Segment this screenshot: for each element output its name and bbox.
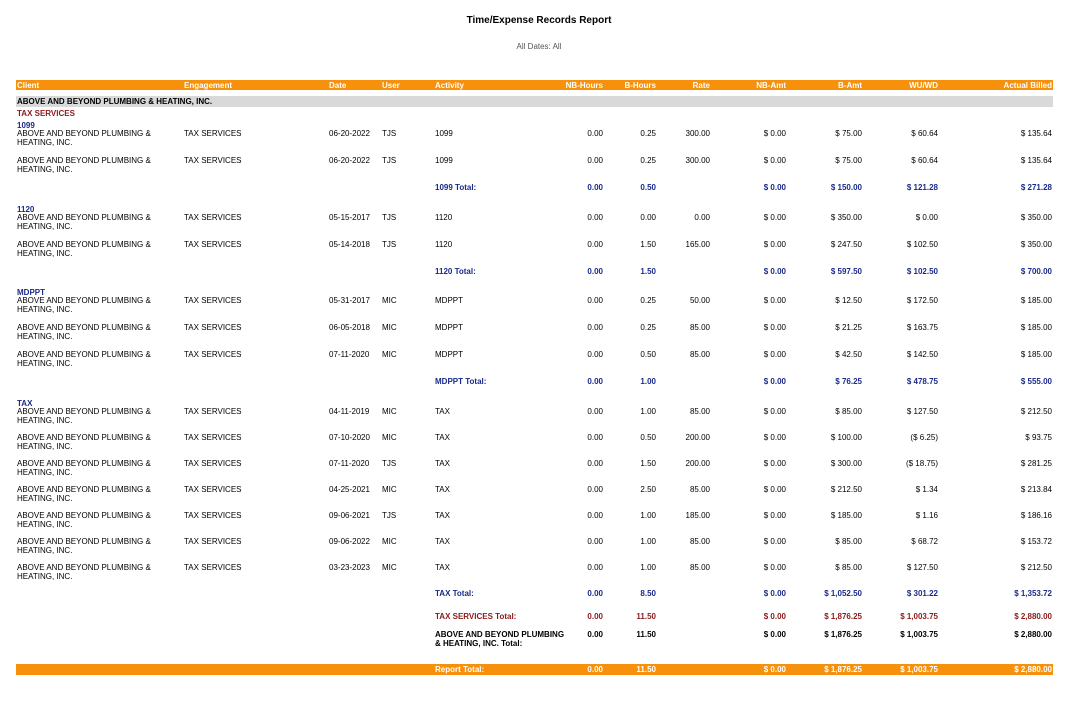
row-activity: 1120	[435, 213, 453, 222]
row-actual: $ 153.72	[1020, 537, 1052, 546]
group-total-wuwd: $ 121.28	[906, 183, 938, 192]
report-total-row	[16, 664, 1053, 675]
row-b-hours: 2.50	[640, 485, 656, 494]
row-nb-amt: $ 0.00	[763, 156, 786, 165]
report-title: Time/Expense Records Report	[466, 15, 612, 26]
group-total-actual: $ 1,353.72	[1014, 589, 1052, 598]
group-total-nb-hours: 0.00	[587, 377, 603, 386]
row-actual: $ 186.16	[1020, 511, 1052, 520]
row-wuwd: $ 172.50	[906, 296, 938, 305]
col-client: Client	[17, 81, 40, 90]
row-actual: $ 212.50	[1020, 563, 1052, 572]
group-total-b-amt: $ 150.00	[830, 183, 862, 192]
engagement-label: TAX SERVICES	[17, 109, 75, 118]
row-user: MIC	[382, 407, 397, 416]
table-row	[16, 350, 1053, 370]
row-rate: 185.00	[685, 511, 710, 520]
row-client: ABOVE AND BEYOND PLUMBING & HEATING, INC.	[17, 511, 151, 529]
row-actual: $ 135.64	[1020, 156, 1052, 165]
col-date: Date	[329, 81, 347, 90]
row-rate: 85.00	[689, 485, 710, 494]
row-actual: $ 350.00	[1020, 213, 1052, 222]
group-total-wuwd: $ 478.75	[906, 377, 938, 386]
row-b-amt: $ 300.00	[830, 459, 862, 468]
row-nb-hours: 0.00	[587, 459, 603, 468]
row-nb-hours: 0.00	[587, 296, 603, 305]
table-row	[16, 156, 1053, 176]
group-total-b-hours: 8.50	[640, 589, 656, 598]
row-wuwd: $ 1.16	[915, 511, 938, 520]
row-nb-hours: 0.00	[587, 563, 603, 572]
group-total-b-hours: 1.50	[640, 267, 656, 276]
row-client: ABOVE AND BEYOND PLUMBING & HEATING, INC.	[17, 563, 151, 581]
group-total-nb-amt: $ 0.00	[763, 267, 786, 276]
row-b-hours: 1.50	[640, 459, 656, 468]
row-nb-amt: $ 0.00	[763, 407, 786, 416]
row-nb-amt: $ 0.00	[763, 350, 786, 359]
row-client: ABOVE AND BEYOND PLUMBING & HEATING, INC.	[17, 433, 151, 451]
row-date: 05-14-2018	[329, 240, 370, 249]
row-engagement: TAX SERVICES	[184, 350, 242, 359]
col-user: User	[382, 81, 400, 90]
client-band	[16, 96, 1053, 107]
report-total-wuwd: $ 1,003.75	[900, 665, 938, 674]
row-wuwd: $ 1.34	[915, 485, 938, 494]
group-label: 1099	[17, 121, 35, 130]
row-activity: 1099	[435, 129, 453, 138]
group-total-label: MDPPT Total:	[435, 377, 487, 386]
row-user: MIC	[382, 350, 397, 359]
col-rate: Rate	[692, 81, 710, 90]
row-client: ABOVE AND BEYOND PLUMBING & HEATING, INC.	[17, 459, 151, 477]
row-b-hours: 1.00	[640, 511, 656, 520]
table-row	[16, 213, 1053, 233]
row-b-hours: 1.00	[640, 563, 656, 572]
row-user: MIC	[382, 537, 397, 546]
engagement-total-row	[16, 612, 1053, 624]
total-wuwd: $ 1,003.75	[900, 630, 938, 639]
table-row	[16, 240, 1053, 260]
col-b-amt: B-Amt	[838, 81, 862, 90]
total-nb-hours: 0.00	[587, 630, 603, 639]
row-nb-hours: 0.00	[587, 156, 603, 165]
row-date: 07-11-2020	[329, 350, 370, 359]
row-actual: $ 281.25	[1020, 459, 1052, 468]
row-nb-hours: 0.00	[587, 240, 603, 249]
row-date: 06-20-2022	[329, 129, 370, 138]
row-activity: TAX	[435, 563, 450, 572]
row-wuwd: $ 60.64	[911, 129, 938, 138]
row-b-hours: 0.00	[640, 213, 656, 222]
group-total-nb-hours: 0.00	[587, 267, 603, 276]
group-label: 1120	[17, 205, 35, 214]
table-row	[16, 433, 1053, 453]
row-nb-amt: $ 0.00	[763, 129, 786, 138]
row-b-amt: $ 75.00	[835, 129, 862, 138]
row-nb-amt: $ 0.00	[763, 323, 786, 332]
row-user: TJS	[382, 156, 397, 165]
row-rate: 85.00	[689, 350, 710, 359]
engagement-heading	[16, 109, 1053, 121]
row-b-hours: 1.50	[640, 240, 656, 249]
row-b-amt: $ 212.50	[830, 485, 862, 494]
row-b-amt: $ 85.00	[835, 407, 862, 416]
row-b-amt: $ 75.00	[835, 156, 862, 165]
report-subtitle: All Dates: All	[516, 42, 562, 51]
column-header-row	[16, 80, 1053, 90]
row-client: ABOVE AND BEYOND PLUMBING & HEATING, INC.	[17, 213, 151, 231]
row-rate: 0.00	[694, 213, 710, 222]
row-b-amt: $ 100.00	[830, 433, 862, 442]
group-total-row	[16, 267, 1053, 279]
total-b-hours: 11.50	[636, 630, 656, 639]
table-row	[16, 129, 1053, 149]
row-b-hours: 0.25	[640, 156, 656, 165]
row-actual: $ 185.00	[1020, 323, 1052, 332]
row-activity: TAX	[435, 407, 450, 416]
row-user: MIC	[382, 296, 397, 305]
row-user: MIC	[382, 563, 397, 572]
table-row	[16, 563, 1053, 583]
table-row	[16, 537, 1053, 557]
row-engagement: TAX SERVICES	[184, 296, 242, 305]
row-nb-hours: 0.00	[587, 350, 603, 359]
row-activity: TAX	[435, 459, 450, 468]
row-rate: 165.00	[685, 240, 710, 249]
row-actual: $ 212.50	[1020, 407, 1052, 416]
row-actual: $ 213.84	[1020, 485, 1052, 494]
total-label: TAX SERVICES Total:	[435, 612, 517, 621]
row-user: MIC	[382, 485, 397, 494]
total-b-hours: 11.50	[636, 612, 656, 621]
row-rate: 300.00	[685, 129, 710, 138]
col-engagement: Engagement	[184, 81, 233, 90]
row-client: ABOVE AND BEYOND PLUMBING & HEATING, INC.	[17, 350, 151, 368]
group-total-b-amt: $ 597.50	[830, 267, 862, 276]
total-actual: $ 2,880.00	[1014, 630, 1052, 639]
row-nb-amt: $ 0.00	[763, 485, 786, 494]
row-b-amt: $ 350.00	[830, 213, 862, 222]
table-row	[16, 459, 1053, 479]
row-date: 04-25-2021	[329, 485, 370, 494]
table-row	[16, 511, 1053, 531]
total-nb-amt: $ 0.00	[763, 612, 786, 621]
row-b-hours: 0.50	[640, 433, 656, 442]
row-client: ABOVE AND BEYOND PLUMBING & HEATING, INC.	[17, 485, 151, 503]
row-nb-hours: 0.00	[587, 433, 603, 442]
row-b-hours: 0.50	[640, 350, 656, 359]
row-wuwd: $ 142.50	[906, 350, 938, 359]
group-total-actual: $ 700.00	[1020, 267, 1052, 276]
group-total-actual: $ 271.28	[1020, 183, 1052, 192]
total-b-amt: $ 1,876.25	[824, 630, 862, 639]
row-actual: $ 350.00	[1020, 240, 1052, 249]
group-total-nb-amt: $ 0.00	[763, 183, 786, 192]
row-client: ABOVE AND BEYOND PLUMBING & HEATING, INC.	[17, 323, 151, 341]
row-rate: 85.00	[689, 407, 710, 416]
row-activity: 1120	[435, 240, 453, 249]
group-label: MDPPT	[17, 288, 45, 297]
row-activity: MDPPT	[435, 296, 463, 305]
row-activity: TAX	[435, 511, 450, 520]
row-b-amt: $ 85.00	[835, 537, 862, 546]
client-total-row	[16, 630, 1053, 658]
row-activity: MDPPT	[435, 323, 463, 332]
group-total-nb-amt: $ 0.00	[763, 589, 786, 598]
row-wuwd: $ 68.72	[911, 537, 938, 546]
group-label: TAX	[17, 399, 33, 408]
row-user: TJS	[382, 240, 397, 249]
row-nb-amt: $ 0.00	[763, 563, 786, 572]
row-engagement: TAX SERVICES	[184, 240, 242, 249]
row-nb-amt: $ 0.00	[763, 296, 786, 305]
row-engagement: TAX SERVICES	[184, 433, 242, 442]
row-wuwd: $ 127.50	[906, 563, 938, 572]
row-b-amt: $ 12.50	[835, 296, 862, 305]
row-date: 09-06-2021	[329, 511, 370, 520]
row-date: 03-23-2023	[329, 563, 370, 572]
table-row	[16, 296, 1053, 316]
group-total-nb-amt: $ 0.00	[763, 377, 786, 386]
row-nb-amt: $ 0.00	[763, 537, 786, 546]
group-total-b-hours: 0.50	[640, 183, 656, 192]
row-nb-hours: 0.00	[587, 537, 603, 546]
row-wuwd: $ 60.64	[911, 156, 938, 165]
row-engagement: TAX SERVICES	[184, 511, 242, 520]
row-rate: 200.00	[685, 433, 710, 442]
row-wuwd: $ 127.50	[906, 407, 938, 416]
row-rate: 300.00	[685, 156, 710, 165]
row-user: TJS	[382, 213, 397, 222]
row-engagement: TAX SERVICES	[184, 323, 242, 332]
row-engagement: TAX SERVICES	[184, 485, 242, 494]
row-rate: 85.00	[689, 537, 710, 546]
row-b-amt: $ 42.50	[835, 350, 862, 359]
row-client: ABOVE AND BEYOND PLUMBING & HEATING, INC.	[17, 537, 151, 555]
row-nb-amt: $ 0.00	[763, 433, 786, 442]
row-b-hours: 0.25	[640, 129, 656, 138]
row-engagement: TAX SERVICES	[184, 563, 242, 572]
row-user: TJS	[382, 511, 397, 520]
total-actual: $ 2,880.00	[1014, 612, 1052, 621]
row-date: 07-11-2020	[329, 459, 370, 468]
row-user: MIC	[382, 433, 397, 442]
group-total-label: TAX Total:	[435, 589, 474, 598]
row-client: ABOVE AND BEYOND PLUMBING & HEATING, INC.	[17, 156, 151, 174]
row-user: TJS	[382, 459, 397, 468]
group-total-row	[16, 183, 1053, 195]
row-client: ABOVE AND BEYOND PLUMBING & HEATING, INC.	[17, 240, 151, 258]
row-nb-hours: 0.00	[587, 323, 603, 332]
row-date: 05-15-2017	[329, 213, 370, 222]
total-b-amt: $ 1,876.25	[824, 612, 862, 621]
row-b-hours: 1.00	[640, 407, 656, 416]
row-wuwd: ($ 6.25)	[910, 433, 938, 442]
table-row	[16, 485, 1053, 505]
row-b-amt: $ 85.00	[835, 563, 862, 572]
group-total-b-hours: 1.00	[640, 377, 656, 386]
row-nb-hours: 0.00	[587, 213, 603, 222]
row-engagement: TAX SERVICES	[184, 129, 242, 138]
client-band-label: ABOVE AND BEYOND PLUMBING & HEATING, INC.	[17, 97, 213, 106]
row-nb-amt: $ 0.00	[763, 459, 786, 468]
row-date: 07-10-2020	[329, 433, 370, 442]
row-b-hours: 1.00	[640, 537, 656, 546]
row-activity: TAX	[435, 433, 450, 442]
row-date: 04-11-2019	[329, 407, 370, 416]
total-wuwd: $ 1,003.75	[900, 612, 938, 621]
row-user: MIC	[382, 323, 397, 332]
row-user: TJS	[382, 129, 397, 138]
group-total-row	[16, 589, 1053, 601]
row-wuwd: $ 102.50	[906, 240, 938, 249]
group-total-nb-hours: 0.00	[587, 183, 603, 192]
row-client: ABOVE AND BEYOND PLUMBING & HEATING, INC.	[17, 407, 151, 425]
row-client: ABOVE AND BEYOND PLUMBING & HEATING, INC.	[17, 296, 151, 314]
row-actual: $ 135.64	[1020, 129, 1052, 138]
row-b-amt: $ 21.25	[835, 323, 862, 332]
row-date: 05-31-2017	[329, 296, 370, 305]
col-activity: Activity	[435, 81, 464, 90]
table-row	[16, 323, 1053, 343]
row-date: 06-05-2018	[329, 323, 370, 332]
row-rate: 50.00	[689, 296, 710, 305]
row-nb-hours: 0.00	[587, 485, 603, 494]
col-nb-hours: NB-Hours	[565, 81, 603, 90]
report-total-actual: $ 2,880.00	[1014, 665, 1052, 674]
row-nb-amt: $ 0.00	[763, 240, 786, 249]
row-b-amt: $ 247.50	[830, 240, 862, 249]
row-wuwd: ($ 18.75)	[905, 459, 938, 468]
report-total-b-amt: $ 1,876.25	[824, 665, 862, 674]
row-engagement: TAX SERVICES	[184, 459, 242, 468]
row-b-amt: $ 185.00	[830, 511, 862, 520]
row-engagement: TAX SERVICES	[184, 156, 242, 165]
group-total-nb-hours: 0.00	[587, 589, 603, 598]
report-total-nb-amt: $ 0.00	[763, 665, 786, 674]
row-rate: 200.00	[685, 459, 710, 468]
row-nb-hours: 0.00	[587, 129, 603, 138]
row-engagement: TAX SERVICES	[184, 407, 242, 416]
row-activity: TAX	[435, 537, 450, 546]
col-b-hours: B-Hours	[624, 81, 656, 90]
group-total-b-amt: $ 1,052.50	[824, 589, 862, 598]
group-total-label: 1120 Total:	[435, 267, 476, 276]
table-row	[16, 407, 1053, 427]
row-actual: $ 93.75	[1025, 433, 1052, 442]
row-b-hours: 0.25	[640, 323, 656, 332]
col-nb-amt: NB-Amt	[756, 81, 786, 90]
row-activity: 1099	[435, 156, 453, 165]
row-engagement: TAX SERVICES	[184, 213, 242, 222]
report-total-nb-hours: 0.00	[587, 665, 603, 674]
col-wuwd: WU/WD	[909, 81, 938, 90]
report-total-label: Report Total:	[435, 665, 485, 674]
row-actual: $ 185.00	[1020, 350, 1052, 359]
row-nb-hours: 0.00	[587, 511, 603, 520]
row-date: 06-20-2022	[329, 156, 370, 165]
row-activity: TAX	[435, 485, 450, 494]
row-nb-hours: 0.00	[587, 407, 603, 416]
row-date: 09-06-2022	[329, 537, 370, 546]
row-wuwd: $ 163.75	[906, 323, 938, 332]
report-total-b-hours: 11.50	[636, 665, 656, 674]
total-nb-hours: 0.00	[587, 612, 603, 621]
row-nb-amt: $ 0.00	[763, 213, 786, 222]
row-rate: 85.00	[689, 563, 710, 572]
row-nb-amt: $ 0.00	[763, 511, 786, 520]
group-total-wuwd: $ 102.50	[906, 267, 938, 276]
row-actual: $ 185.00	[1020, 296, 1052, 305]
group-total-b-amt: $ 76.25	[835, 377, 862, 386]
row-b-hours: 0.25	[640, 296, 656, 305]
row-client: ABOVE AND BEYOND PLUMBING & HEATING, INC.	[17, 129, 151, 147]
row-activity: MDPPT	[435, 350, 463, 359]
group-total-wuwd: $ 301.22	[906, 589, 938, 598]
group-total-actual: $ 555.00	[1020, 377, 1052, 386]
total-nb-amt: $ 0.00	[763, 630, 786, 639]
row-rate: 85.00	[689, 323, 710, 332]
group-total-row	[16, 377, 1053, 389]
col-actual-billed: Actual Billed	[1003, 81, 1052, 90]
row-engagement: TAX SERVICES	[184, 537, 242, 546]
total-label: ABOVE AND BEYOND PLUMBING & HEATING, INC. Total:	[435, 630, 565, 648]
group-total-label: 1099 Total:	[435, 183, 477, 192]
row-wuwd: $ 0.00	[915, 213, 938, 222]
